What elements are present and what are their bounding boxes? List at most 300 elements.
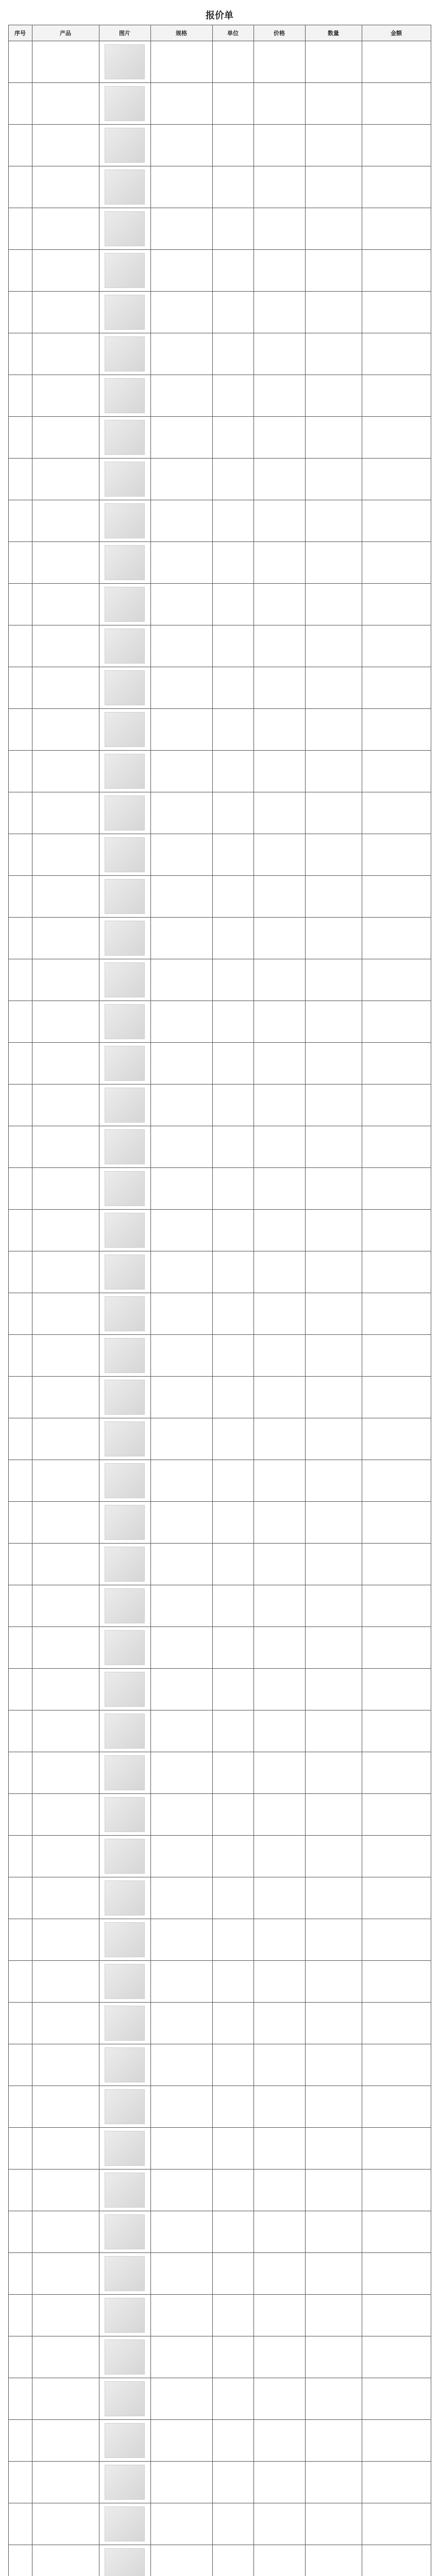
product-price (254, 1627, 305, 1669)
product-amount (362, 41, 431, 83)
table-row (8, 375, 431, 417)
product-name (32, 375, 99, 417)
product-photo (99, 125, 150, 166)
product-qty (305, 1544, 362, 1585)
product-spec (150, 2420, 212, 2462)
row-no (8, 1293, 32, 1335)
product-price (254, 333, 305, 375)
product-name (32, 584, 99, 625)
product-unit (212, 1377, 254, 1418)
table-body (8, 41, 431, 2576)
row-no (8, 1794, 32, 1836)
product-image (105, 921, 145, 956)
row-no (8, 876, 32, 918)
row-no (8, 2211, 32, 2253)
table-row (8, 1460, 431, 1502)
product-name (32, 292, 99, 333)
product-image (105, 1129, 145, 1164)
table-row (8, 2086, 431, 2128)
table-row (8, 751, 431, 792)
product-amount (362, 959, 431, 1001)
product-unit (212, 333, 254, 375)
product-qty (305, 2295, 362, 2336)
product-photo (99, 1544, 150, 1585)
product-qty (305, 1460, 362, 1502)
product-qty (305, 2253, 362, 2295)
product-price (254, 1043, 305, 1084)
product-name (32, 1961, 99, 2003)
product-photo (99, 1418, 150, 1460)
product-amount (362, 1752, 431, 1794)
product-image (105, 1213, 145, 1248)
product-price (254, 1710, 305, 1752)
table-row (8, 250, 431, 292)
table-row (8, 333, 431, 375)
product-amount (362, 1794, 431, 1836)
product-image (105, 1588, 145, 1623)
table-row (8, 959, 431, 1001)
table-row (8, 1794, 431, 1836)
col-header-spec: 规格 (150, 25, 212, 41)
row-no (8, 1251, 32, 1293)
product-unit (212, 166, 254, 208)
product-image (105, 879, 145, 914)
product-photo (99, 333, 150, 375)
product-qty (305, 918, 362, 959)
product-qty (305, 2503, 362, 2545)
product-spec (150, 2086, 212, 2128)
product-qty (305, 834, 362, 876)
table-row (8, 500, 431, 542)
row-no (8, 208, 32, 250)
product-qty (305, 1627, 362, 1669)
product-spec (150, 333, 212, 375)
table-row (8, 1961, 431, 2003)
product-unit (212, 2086, 254, 2128)
product-name (32, 1293, 99, 1335)
product-photo (99, 2003, 150, 2044)
product-name (32, 542, 99, 584)
product-price (254, 2336, 305, 2378)
table-row (8, 1752, 431, 1794)
product-unit (212, 1418, 254, 1460)
row-no (8, 2295, 32, 2336)
product-qty (305, 250, 362, 292)
product-name (32, 2086, 99, 2128)
product-unit (212, 2003, 254, 2044)
product-photo (99, 1752, 150, 1794)
product-unit (212, 1794, 254, 1836)
product-unit (212, 667, 254, 709)
row-no (8, 1502, 32, 1544)
product-unit (212, 2211, 254, 2253)
product-spec (150, 1335, 212, 1377)
product-unit (212, 1877, 254, 1919)
product-price (254, 250, 305, 292)
product-image (105, 86, 145, 121)
product-amount (362, 2545, 431, 2576)
product-name (32, 2170, 99, 2211)
product-qty (305, 333, 362, 375)
product-name (32, 1377, 99, 1418)
product-spec (150, 1710, 212, 1752)
product-amount (362, 1418, 431, 1460)
product-image (105, 1421, 145, 1456)
table-row (8, 1335, 431, 1377)
product-name (32, 1585, 99, 1627)
product-amount (362, 751, 431, 792)
product-price (254, 667, 305, 709)
product-name (32, 2378, 99, 2420)
row-no (8, 1126, 32, 1168)
product-name (32, 2420, 99, 2462)
product-amount (362, 2253, 431, 2295)
product-qty (305, 1126, 362, 1168)
product-photo (99, 2336, 150, 2378)
product-name (32, 918, 99, 959)
product-unit (212, 709, 254, 751)
product-qty (305, 500, 362, 542)
product-amount (362, 834, 431, 876)
product-unit (212, 1752, 254, 1794)
product-qty (305, 1794, 362, 1836)
product-image (105, 587, 145, 622)
product-photo (99, 2044, 150, 2086)
product-spec (150, 2128, 212, 2170)
product-name (32, 1418, 99, 1460)
product-price (254, 292, 305, 333)
col-header-image: 图片 (99, 25, 150, 41)
product-photo (99, 2295, 150, 2336)
product-photo (99, 459, 150, 500)
row-no (8, 375, 32, 417)
product-name (32, 417, 99, 459)
product-name (32, 667, 99, 709)
product-photo (99, 1585, 150, 1627)
product-spec (150, 1877, 212, 1919)
product-photo (99, 1961, 150, 2003)
table-row (8, 2003, 431, 2044)
product-price (254, 2086, 305, 2128)
product-amount (362, 918, 431, 959)
row-no (8, 500, 32, 542)
table-row (8, 1585, 431, 1627)
row-no (8, 792, 32, 834)
product-spec (150, 2503, 212, 2545)
product-unit (212, 250, 254, 292)
product-amount (362, 1168, 431, 1210)
product-photo (99, 1335, 150, 1377)
row-no (8, 1627, 32, 1669)
product-qty (305, 1418, 362, 1460)
table-row (8, 2128, 431, 2170)
table-row (8, 584, 431, 625)
product-amount (362, 2211, 431, 2253)
product-photo (99, 2420, 150, 2462)
row-no (8, 2003, 32, 2044)
product-unit (212, 2128, 254, 2170)
product-unit (212, 1836, 254, 1877)
product-spec (150, 1460, 212, 1502)
row-no (8, 1544, 32, 1585)
table-row (8, 2295, 431, 2336)
product-price (254, 459, 305, 500)
product-unit (212, 1544, 254, 1585)
product-photo (99, 1251, 150, 1293)
product-image (105, 2006, 145, 2041)
product-image (105, 44, 145, 79)
product-name (32, 1335, 99, 1377)
product-qty (305, 459, 362, 500)
row-no (8, 1752, 32, 1794)
product-amount (362, 1710, 431, 1752)
product-qty (305, 709, 362, 751)
product-image (105, 295, 145, 330)
table-row (8, 709, 431, 751)
product-image (105, 2506, 145, 2541)
product-image (105, 629, 145, 664)
product-spec (150, 1210, 212, 1251)
product-spec (150, 83, 212, 125)
product-spec (150, 2295, 212, 2336)
product-qty (305, 2378, 362, 2420)
row-no (8, 1669, 32, 1710)
product-photo (99, 292, 150, 333)
product-qty (305, 1752, 362, 1794)
table-row (8, 1043, 431, 1084)
product-spec (150, 1168, 212, 1210)
table-row (8, 1502, 431, 1544)
product-image (105, 1547, 145, 1582)
product-amount (362, 292, 431, 333)
product-photo (99, 166, 150, 208)
product-price (254, 1877, 305, 1919)
product-qty (305, 1377, 362, 1418)
product-photo (99, 208, 150, 250)
product-unit (212, 2253, 254, 2295)
product-unit (212, 1168, 254, 1210)
table-row (8, 1919, 431, 1961)
product-amount (362, 709, 431, 751)
product-qty (305, 751, 362, 792)
product-amount (362, 2462, 431, 2503)
product-amount (362, 1001, 431, 1043)
product-qty (305, 1043, 362, 1084)
product-photo (99, 1210, 150, 1251)
product-price (254, 1752, 305, 1794)
product-amount (362, 417, 431, 459)
row-no (8, 584, 32, 625)
product-name (32, 2003, 99, 2044)
row-no (8, 2128, 32, 2170)
product-price (254, 2170, 305, 2211)
product-unit (212, 292, 254, 333)
col-header-unit: 单位 (212, 25, 254, 41)
product-image (105, 1755, 145, 1790)
product-spec (150, 2003, 212, 2044)
product-price (254, 709, 305, 751)
product-spec (150, 1418, 212, 1460)
product-unit (212, 2336, 254, 2378)
table-row (8, 1627, 431, 1669)
product-name (32, 333, 99, 375)
product-spec (150, 1084, 212, 1126)
product-price (254, 2503, 305, 2545)
product-image (105, 2047, 145, 2082)
table-row (8, 1210, 431, 1251)
table-row (8, 834, 431, 876)
product-amount (362, 1043, 431, 1084)
product-amount (362, 1919, 431, 1961)
product-image (105, 754, 145, 789)
product-image (105, 1255, 145, 1290)
product-photo (99, 1001, 150, 1043)
table-row (8, 1377, 431, 1418)
product-price (254, 2128, 305, 2170)
page-title: 报价单 (206, 10, 233, 21)
row-no (8, 83, 32, 125)
product-photo (99, 2503, 150, 2545)
product-unit (212, 1043, 254, 1084)
row-no (8, 834, 32, 876)
product-unit (212, 375, 254, 417)
product-qty (305, 166, 362, 208)
product-amount (362, 2295, 431, 2336)
product-price (254, 584, 305, 625)
table-row (8, 625, 431, 667)
product-unit (212, 2462, 254, 2503)
col-header-qty: 数量 (305, 25, 362, 41)
product-amount (362, 2336, 431, 2378)
product-spec (150, 1836, 212, 1877)
product-spec (150, 667, 212, 709)
product-spec (150, 500, 212, 542)
product-price (254, 1001, 305, 1043)
product-spec (150, 1502, 212, 1544)
product-photo (99, 751, 150, 792)
table-row (8, 125, 431, 166)
product-spec (150, 2545, 212, 2576)
row-no (8, 2378, 32, 2420)
product-name (32, 959, 99, 1001)
product-price (254, 542, 305, 584)
table-row (8, 542, 431, 584)
product-image (105, 1463, 145, 1498)
product-image (105, 253, 145, 288)
product-qty (305, 876, 362, 918)
product-name (32, 834, 99, 876)
product-spec (150, 250, 212, 292)
product-photo (99, 2253, 150, 2295)
table-header (8, 25, 431, 41)
product-photo (99, 876, 150, 918)
product-name (32, 2128, 99, 2170)
row-no (8, 41, 32, 83)
product-spec (150, 2336, 212, 2378)
product-image (105, 1088, 145, 1123)
table-row (8, 1126, 431, 1168)
product-name (32, 1460, 99, 1502)
product-amount (362, 2128, 431, 2170)
product-price (254, 1335, 305, 1377)
product-price (254, 375, 305, 417)
product-spec (150, 1919, 212, 1961)
product-qty (305, 1836, 362, 1877)
product-unit (212, 792, 254, 834)
product-price (254, 500, 305, 542)
product-price (254, 41, 305, 83)
product-price (254, 2295, 305, 2336)
col-header-price: 价格 (254, 25, 305, 41)
product-price (254, 1502, 305, 1544)
table-row (8, 1669, 431, 1710)
product-amount (362, 375, 431, 417)
product-unit (212, 1251, 254, 1293)
product-unit (212, 625, 254, 667)
table-row (8, 41, 431, 83)
product-spec (150, 751, 212, 792)
product-unit (212, 41, 254, 83)
product-qty (305, 1335, 362, 1377)
product-name (32, 1919, 99, 1961)
product-amount (362, 2420, 431, 2462)
product-image (105, 837, 145, 872)
table-row (8, 1710, 431, 1752)
product-name (32, 459, 99, 500)
product-image (105, 1046, 145, 1081)
row-no (8, 625, 32, 667)
product-qty (305, 1293, 362, 1335)
table-row (8, 166, 431, 208)
product-qty (305, 584, 362, 625)
product-spec (150, 1293, 212, 1335)
product-photo (99, 1794, 150, 1836)
product-image (105, 211, 145, 246)
product-spec (150, 459, 212, 500)
product-qty (305, 1502, 362, 1544)
product-unit (212, 918, 254, 959)
product-image (105, 670, 145, 705)
table-row (8, 1544, 431, 1585)
product-unit (212, 834, 254, 876)
product-qty (305, 542, 362, 584)
product-photo (99, 834, 150, 876)
product-price (254, 918, 305, 959)
product-photo (99, 375, 150, 417)
product-image (105, 2381, 145, 2416)
product-qty (305, 1669, 362, 1710)
table-row (8, 1084, 431, 1126)
table-row (8, 2503, 431, 2545)
product-name (32, 1794, 99, 1836)
product-spec (150, 2170, 212, 2211)
product-name (32, 1210, 99, 1251)
product-amount (362, 667, 431, 709)
product-photo (99, 1836, 150, 1877)
product-photo (99, 2170, 150, 2211)
product-spec (150, 918, 212, 959)
product-qty (305, 292, 362, 333)
product-name (32, 1836, 99, 1877)
product-amount (362, 1335, 431, 1377)
product-image (105, 2256, 145, 2291)
product-qty (305, 1919, 362, 1961)
product-amount (362, 166, 431, 208)
product-unit (212, 459, 254, 500)
product-image (105, 1171, 145, 1206)
product-photo (99, 2211, 150, 2253)
product-photo (99, 1168, 150, 1210)
